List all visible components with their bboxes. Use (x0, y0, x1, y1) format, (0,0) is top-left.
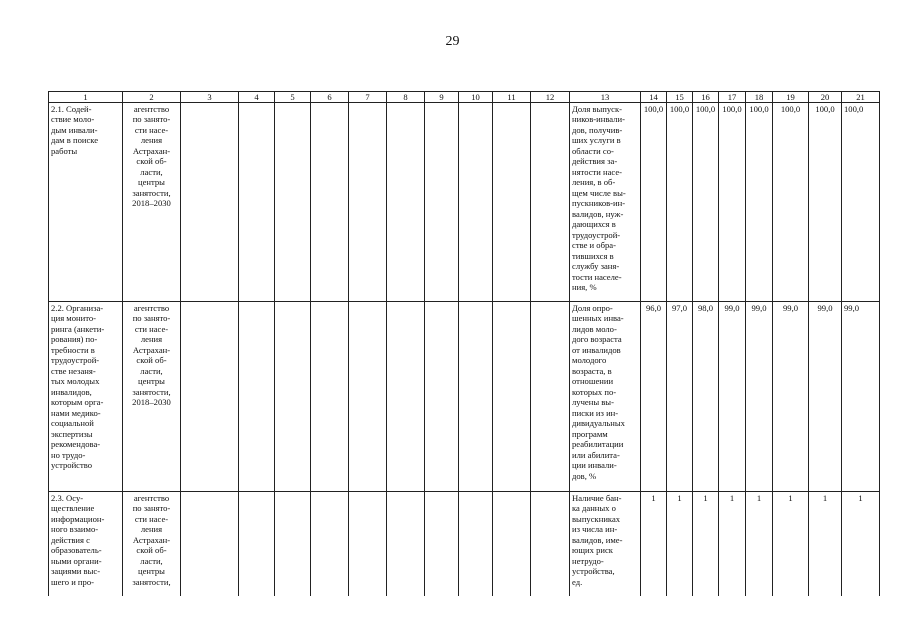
col-number: 20 (809, 92, 842, 103)
empty-cell (531, 492, 570, 596)
empty-cell (459, 103, 493, 302)
col-number: 4 (239, 92, 275, 103)
col-number: 1 (49, 92, 123, 103)
value-cell: 99,0 (773, 302, 809, 492)
empty-cell (493, 302, 531, 492)
value-cell: 1 (719, 492, 746, 596)
empty-cell (493, 492, 531, 596)
col-number: 2 (123, 92, 181, 103)
empty-cell (531, 103, 570, 302)
empty-cell (349, 103, 387, 302)
col-number: 5 (275, 92, 311, 103)
value-cell: 98,0 (693, 302, 719, 492)
empty-cell (275, 492, 311, 596)
empty-cell (311, 103, 349, 302)
indicator-cell: Наличие бан- ка данных о выпускниках из числа ин- валидов, име- ющих риск нетрудо- устройства, ед. (570, 492, 641, 596)
value-cell: 1 (641, 492, 667, 596)
empty-cell (387, 103, 425, 302)
col-number: 11 (493, 92, 531, 103)
empty-cell (239, 103, 275, 302)
value-cell: 1 (746, 492, 773, 596)
table-row (49, 302, 880, 492)
empty-cell (387, 492, 425, 596)
value-cell: 96,0 (641, 302, 667, 492)
page-number: 29 (445, 34, 460, 49)
col-number: 9 (425, 92, 459, 103)
value-cell: 99,0 (842, 302, 880, 492)
col-number: 13 (570, 92, 641, 103)
empty-cell (493, 103, 531, 302)
col-number: 3 (181, 92, 239, 103)
col-number: 17 (719, 92, 746, 103)
empty-cell (349, 492, 387, 596)
empty-cell (425, 492, 459, 596)
executor-cell: агентство по занято- сти насе- ления Астрахан- ской об- ласти, центры занятости, 2018–2030 (123, 302, 181, 492)
value-cell: 1 (809, 492, 842, 596)
empty-cell (425, 302, 459, 492)
value-cell: 100,0 (667, 103, 693, 302)
value-cell: 100,0 (746, 103, 773, 302)
activity-cell: 2.1. Содей- ствие моло- дым инвали- дам в поиске работы (49, 103, 123, 302)
empty-cell (239, 302, 275, 492)
value-cell: 100,0 (641, 103, 667, 302)
table-row (49, 492, 880, 596)
executor-cell: агентство по занято- сти насе- ления Астрахан- ской об- ласти, центры занятости, (123, 492, 181, 596)
value-cell: 1 (842, 492, 880, 596)
empty-cell (349, 302, 387, 492)
value-cell: 99,0 (746, 302, 773, 492)
value-cell: 99,0 (809, 302, 842, 492)
empty-cell (531, 302, 570, 492)
value-cell: 99,0 (719, 302, 746, 492)
indicator-cell: Доля выпуск- ников-инвали- дов, получив- ших услуги в области со- действия за- нятости насе- ления, в об- щем числе вы- пускников-ин- валидов, нуж- дающихся в трудоустрой- стве и обра- тившихся в службу заня- тости населе- ния, % (570, 103, 641, 302)
value-cell: 100,0 (719, 103, 746, 302)
empty-cell (275, 103, 311, 302)
value-cell: 1 (693, 492, 719, 596)
value-cell: 100,0 (809, 103, 842, 302)
empty-cell (459, 302, 493, 492)
table-row (49, 103, 880, 302)
activity-cell: 2.3. Осу- ществление информацион- ного взаимо- действия с образователь- ными органи- зациями выс- шего и про- (49, 492, 123, 596)
empty-cell (425, 103, 459, 302)
col-number: 19 (773, 92, 809, 103)
col-number: 21 (842, 92, 880, 103)
col-number: 14 (641, 92, 667, 103)
empty-cell (239, 492, 275, 596)
value-cell: 1 (773, 492, 809, 596)
col-number: 8 (387, 92, 425, 103)
col-number: 7 (349, 92, 387, 103)
col-number: 12 (531, 92, 570, 103)
col-number: 16 (693, 92, 719, 103)
value-cell: 97,0 (667, 302, 693, 492)
column-number-row (49, 92, 880, 103)
empty-cell (181, 302, 239, 492)
value-cell: 100,0 (693, 103, 719, 302)
activity-cell: 2.2. Организа- ция монито- ринга (анкети- рования) по- требности в трудоустрой- стве незаня- тых молодых инвалидов, которым орга- нами медико- социальной экспертизы рекомендова- но трудо- устройство (49, 302, 123, 492)
col-number: 6 (311, 92, 349, 103)
col-number: 10 (459, 92, 493, 103)
empty-cell (181, 103, 239, 302)
value-cell: 100,0 (842, 103, 880, 302)
empty-cell (311, 492, 349, 596)
empty-cell (181, 492, 239, 596)
value-cell: 1 (667, 492, 693, 596)
indicator-cell: Доля опро- шенных инва- лидов моло- дого возраста от инвалидов молодого возраста, в отношении которых по- лучены вы- писки из ин- дивидуальных программ реабилитации или абилита- ции инвали- дов, % (570, 302, 641, 492)
col-number: 15 (667, 92, 693, 103)
executor-cell: агентство по занято- сти насе- ления Астрахан- ской об- ласти, центры занятости, 2018–2030 (123, 103, 181, 302)
empty-cell (311, 302, 349, 492)
empty-cell (275, 302, 311, 492)
col-number: 18 (746, 92, 773, 103)
empty-cell (459, 492, 493, 596)
empty-cell (387, 302, 425, 492)
value-cell: 100,0 (773, 103, 809, 302)
program-table (48, 91, 880, 596)
